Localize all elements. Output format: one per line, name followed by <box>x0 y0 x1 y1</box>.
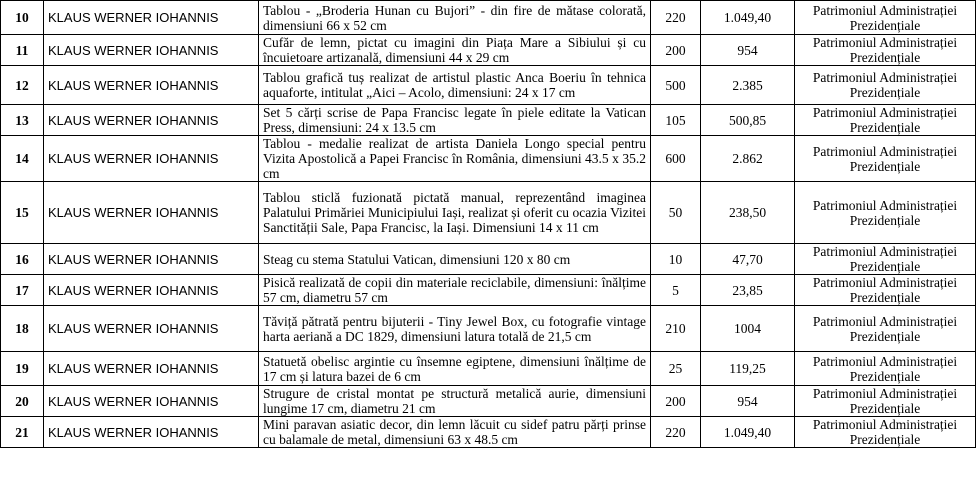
gift-description: Tablou grafică tuș realizat de artistul plastic Anca Boeriu în tehnica aquaforte, intitulat „Aici – Acolo, dimensiuni: 24 x 17 cm <box>259 66 651 105</box>
recipient-name: KLAUS WERNER IOHANNIS <box>44 35 259 66</box>
gift-destination: Patrimoniul Administrației Prezidențiale <box>795 244 976 275</box>
gift-destination: Patrimoniul Administrației Prezidențiale <box>795 352 976 386</box>
recipient-name: KLAUS WERNER IOHANNIS <box>44 275 259 306</box>
gift-amount: 954 <box>701 35 795 66</box>
table-row <box>1 182 976 244</box>
gift-description: Set 5 cărți scrise de Papa Francisc legate în piele editate la Vatican Press, dimensiuni: 24 x 13.5 cm <box>259 105 651 136</box>
gift-destination: Patrimoniul Administrației Prezidențiale <box>795 35 976 66</box>
gift-value: 105 <box>651 105 701 136</box>
gift-amount: 238,50 <box>701 182 795 244</box>
gift-description: Pisică realizată de copii din materiale reciclabile, dimensiuni: înălțime 57 cm, diametru 57 cm <box>259 275 651 306</box>
row-number: 11 <box>1 35 44 66</box>
gift-destination: Patrimoniul Administrației Prezidențiale <box>795 66 976 105</box>
gift-amount: 500,85 <box>701 105 795 136</box>
recipient-name: KLAUS WERNER IOHANNIS <box>44 352 259 386</box>
gift-amount: 119,25 <box>701 352 795 386</box>
gift-amount: 47,70 <box>701 244 795 275</box>
gift-description: Statuetă obelisc argintie cu însemne egiptene, dimensiuni înălțime de 17 cm și latura bazei de 6 cm <box>259 352 651 386</box>
recipient-name: KLAUS WERNER IOHANNIS <box>44 417 259 448</box>
table-row <box>1 136 976 182</box>
recipient-name: KLAUS WERNER IOHANNIS <box>44 66 259 105</box>
gift-description: Tablou sticlă fuzionată pictată manual, reprezentând imaginea Palatului Primăriei Municipiului Iași, realizat și oferit cu ocazia Vizitei Sanctității Sale, Papa Francisc, la Iași. Dimensiuni 14 x 11 cm <box>259 182 651 244</box>
recipient-name: KLAUS WERNER IOHANNIS <box>44 244 259 275</box>
gift-description: Tablou - medalie realizat de artista Daniela Longo special pentru Vizita Apostolică a Papei Francisc în România, dimensiuni 43.5 x 35.2 cm <box>259 136 651 182</box>
table-row <box>1 386 976 417</box>
gift-destination: Patrimoniul Administrației Prezidențiale <box>795 417 976 448</box>
gift-destination: Patrimoniul Administrației Prezidențiale <box>795 136 976 182</box>
gift-amount: 1.049,40 <box>701 417 795 448</box>
row-number: 12 <box>1 66 44 105</box>
gift-value: 220 <box>651 417 701 448</box>
gift-amount: 954 <box>701 386 795 417</box>
table-row <box>1 417 976 448</box>
gift-value: 220 <box>651 1 701 35</box>
recipient-name: KLAUS WERNER IOHANNIS <box>44 105 259 136</box>
row-number: 17 <box>1 275 44 306</box>
gift-value: 5 <box>651 275 701 306</box>
gift-description: Steag cu stema Statului Vatican, dimensiuni 120 x 80 cm <box>259 244 651 275</box>
row-number: 18 <box>1 306 44 352</box>
gift-destination: Patrimoniul Administrației Prezidențiale <box>795 1 976 35</box>
recipient-name: KLAUS WERNER IOHANNIS <box>44 386 259 417</box>
gift-value: 200 <box>651 35 701 66</box>
gift-description: Tablou - „Broderia Hunan cu Bujori” - din fire de mătase colorată, dimensiuni 66 x 52 cm <box>259 1 651 35</box>
gift-amount: 1.049,40 <box>701 1 795 35</box>
recipient-name: KLAUS WERNER IOHANNIS <box>44 182 259 244</box>
gift-value: 50 <box>651 182 701 244</box>
recipient-name: KLAUS WERNER IOHANNIS <box>44 306 259 352</box>
gift-description: Mini paravan asiatic decor, din lemn lăcuit cu sidef patru părți prinse cu balamale de metal, dimensiuni 63 x 48.5 cm <box>259 417 651 448</box>
gift-value: 25 <box>651 352 701 386</box>
gift-amount: 2.385 <box>701 66 795 105</box>
table-row <box>1 105 976 136</box>
gift-description: Cufăr de lemn, pictat cu imagini din Piața Mare a Sibiului și cu încuietoare artizanală, dimensiuni 44 x 29 cm <box>259 35 651 66</box>
table-row <box>1 244 976 275</box>
gift-value: 200 <box>651 386 701 417</box>
gift-amount: 1004 <box>701 306 795 352</box>
gift-value: 10 <box>651 244 701 275</box>
gift-destination: Patrimoniul Administrației Prezidențiale <box>795 275 976 306</box>
row-number: 10 <box>1 1 44 35</box>
row-number: 21 <box>1 417 44 448</box>
row-number: 19 <box>1 352 44 386</box>
gift-destination: Patrimoniul Administrației Prezidențiale <box>795 182 976 244</box>
gift-amount: 23,85 <box>701 275 795 306</box>
table-row <box>1 1 976 35</box>
gift-value: 600 <box>651 136 701 182</box>
gift-amount: 2.862 <box>701 136 795 182</box>
gift-value: 500 <box>651 66 701 105</box>
table-row <box>1 352 976 386</box>
gift-destination: Patrimoniul Administrației Prezidențiale <box>795 105 976 136</box>
recipient-name: KLAUS WERNER IOHANNIS <box>44 1 259 35</box>
table-row <box>1 66 976 105</box>
gift-destination: Patrimoniul Administrației Prezidențiale <box>795 386 976 417</box>
table-row <box>1 35 976 66</box>
table-row <box>1 306 976 352</box>
row-number: 20 <box>1 386 44 417</box>
row-number: 15 <box>1 182 44 244</box>
gift-description: Strugure de cristal montat pe structură metalică aurie, dimensiuni lungime 17 cm, diametru 21 cm <box>259 386 651 417</box>
table-row <box>1 275 976 306</box>
gift-description: Tăviță pătrată pentru bijuterii - Tiny Jewel Box, cu fotografie vintage harta aeriană a DC 1829, dimensiuni latura totală de 21,5 cm <box>259 306 651 352</box>
row-number: 16 <box>1 244 44 275</box>
row-number: 14 <box>1 136 44 182</box>
gift-destination: Patrimoniul Administrației Prezidențiale <box>795 306 976 352</box>
recipient-name: KLAUS WERNER IOHANNIS <box>44 136 259 182</box>
row-number: 13 <box>1 105 44 136</box>
gift-value: 210 <box>651 306 701 352</box>
